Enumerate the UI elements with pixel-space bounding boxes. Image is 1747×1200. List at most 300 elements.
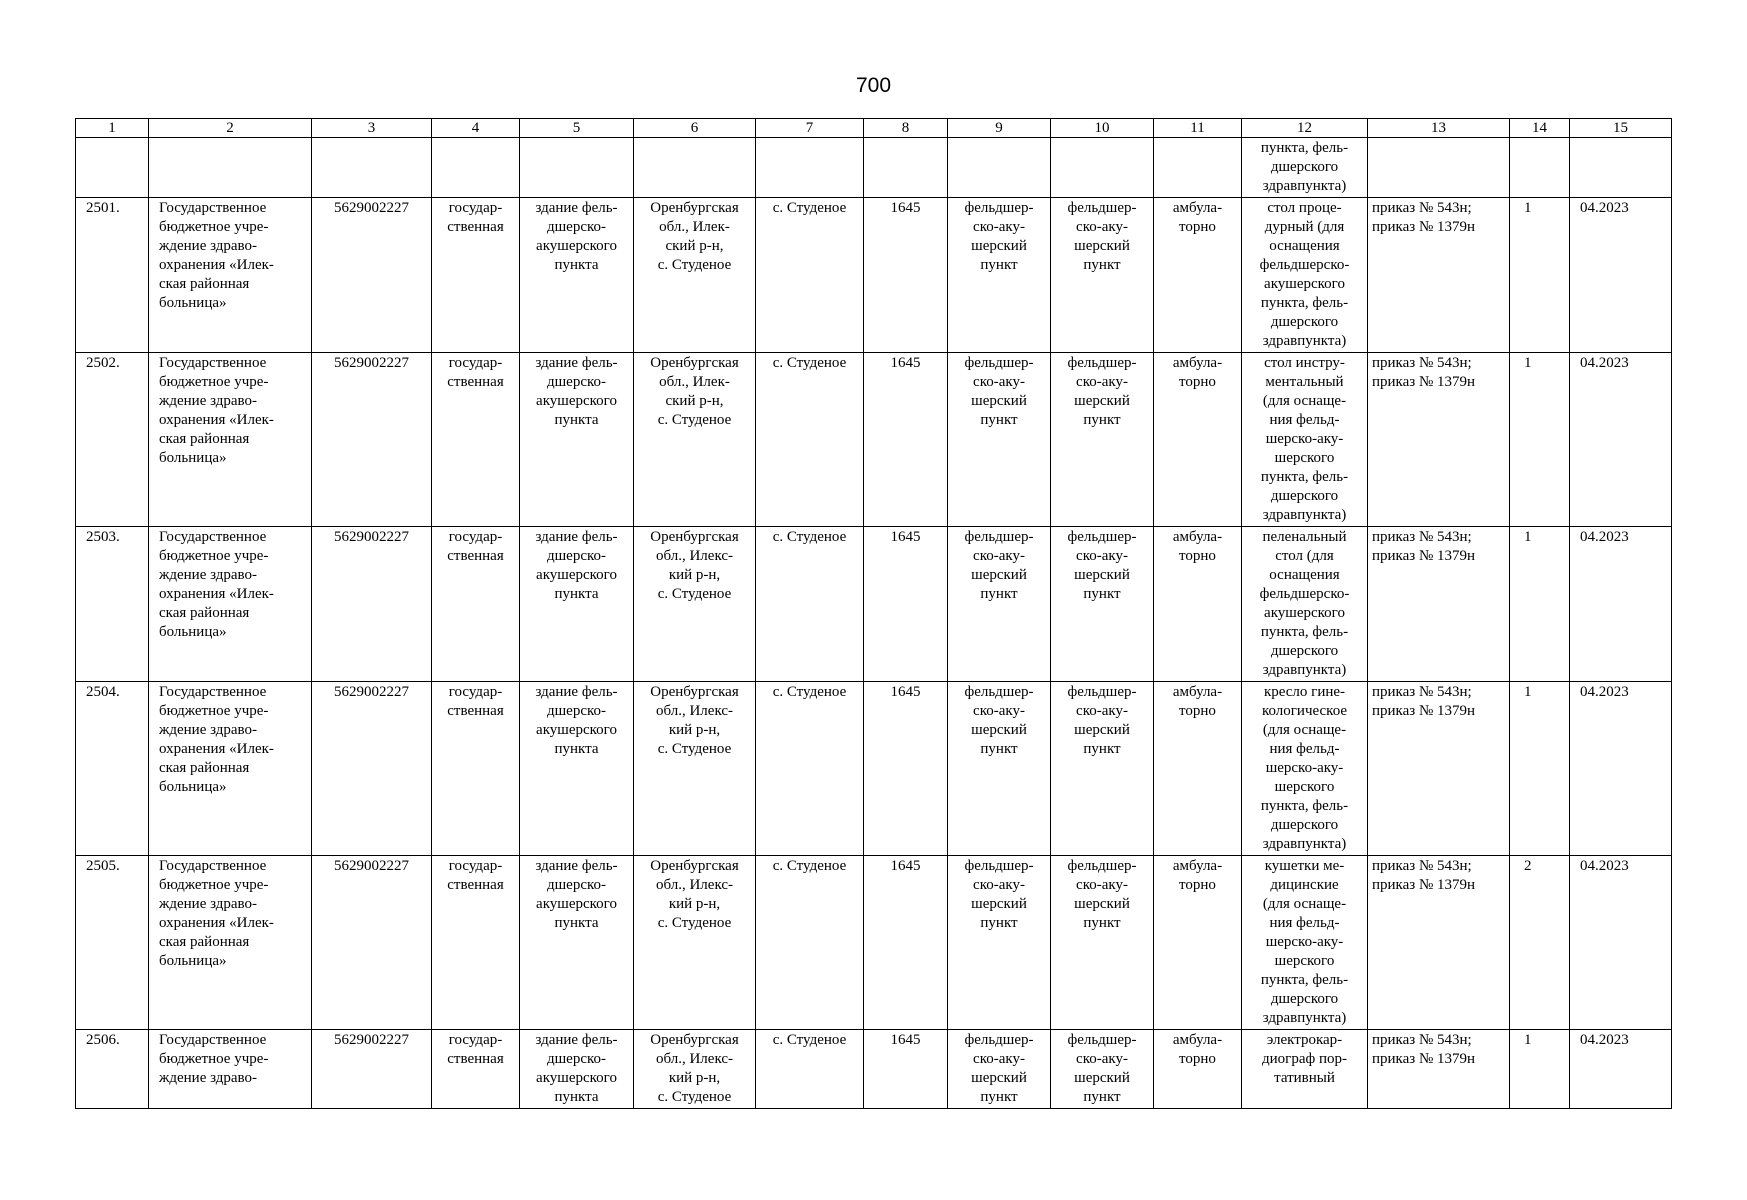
text-line: шерский xyxy=(1074,393,1130,409)
address-cell xyxy=(634,682,756,856)
text-line: фельдшер- xyxy=(964,200,1034,216)
text-line: торно xyxy=(1179,1051,1216,1067)
column-number: 15 xyxy=(1570,119,1672,138)
text-line: бюджетное учре- xyxy=(159,219,269,235)
text-line: кресло гине- xyxy=(1263,684,1346,700)
text-line: приказ № 1379н xyxy=(1372,877,1476,893)
facility-type-cell xyxy=(948,856,1051,1030)
column-number: 14 xyxy=(1510,119,1570,138)
inn-cell: 5629002227 xyxy=(312,527,432,682)
column-number: 6 xyxy=(634,119,756,138)
text-line: фельдшер- xyxy=(1067,529,1137,545)
text-line: больница» xyxy=(159,450,227,466)
column-number: 7 xyxy=(756,119,864,138)
text-line: пункта xyxy=(554,915,599,931)
text-line: здание фель- xyxy=(535,529,618,545)
text-line: пункта, фель- xyxy=(1260,295,1349,311)
quantity-cell: 2 xyxy=(1510,856,1570,1030)
population-cell: 1645 xyxy=(864,198,948,353)
text-line: дшерского xyxy=(1270,159,1339,175)
text-line: торно xyxy=(1179,548,1216,564)
text-line: (для оснаще- xyxy=(1262,393,1347,409)
text-line: фельдшер- xyxy=(964,1032,1034,1048)
text-line: приказ № 1379н xyxy=(1372,703,1476,719)
text-line: Государственное xyxy=(159,684,267,700)
care-form-cell xyxy=(1154,527,1242,682)
column-number: 5 xyxy=(520,119,634,138)
text-line: ственная xyxy=(447,703,504,719)
care-form-cell xyxy=(1154,1030,1242,1109)
ownership-cell xyxy=(432,856,520,1030)
text-line: здравпункта) xyxy=(1262,662,1347,678)
text-line: кушетки ме- xyxy=(1264,858,1345,874)
text-line: дшерского xyxy=(1270,991,1339,1007)
table-cell xyxy=(634,138,756,198)
text-line: ская районная xyxy=(159,934,250,950)
quantity-cell: 1 xyxy=(1510,1030,1570,1109)
ownership-cell xyxy=(432,527,520,682)
facility-type-cell xyxy=(948,353,1051,527)
table-cell xyxy=(1510,138,1570,198)
legal-basis-cell xyxy=(1368,527,1510,682)
page-number: 700 xyxy=(855,74,892,97)
text-line: здравпункта) xyxy=(1262,178,1347,194)
care-form-cell xyxy=(1154,682,1242,856)
equipment-cell xyxy=(1242,198,1368,353)
organization-cell xyxy=(149,353,312,527)
inn-cell: 5629002227 xyxy=(312,682,432,856)
text-line: ская районная xyxy=(159,431,250,447)
population-cell: 1645 xyxy=(864,682,948,856)
legal-basis-cell xyxy=(1368,1030,1510,1109)
text-line: амбула- xyxy=(1172,200,1223,216)
table-row xyxy=(76,682,1672,856)
row-number-cell: 2504. xyxy=(76,682,149,856)
text-line: шерско-аку- xyxy=(1265,431,1344,447)
facility-subtype-cell xyxy=(1051,198,1154,353)
text-line: приказ № 1379н xyxy=(1372,1051,1476,1067)
table-cell xyxy=(864,138,948,198)
text-line: шерско-аку- xyxy=(1265,760,1344,776)
text-line: Оренбургская xyxy=(650,200,739,216)
locality-cell: с. Студеное xyxy=(756,856,864,1030)
table-cell xyxy=(1368,138,1510,198)
text-line: ния фельд- xyxy=(1269,741,1340,757)
ownership-cell xyxy=(432,353,520,527)
text-line: здравпункта) xyxy=(1262,1010,1347,1026)
text-line: приказ № 1379н xyxy=(1372,548,1476,564)
text-line: больница» xyxy=(159,779,227,795)
text-line: пункт xyxy=(1083,741,1121,757)
text-line: обл., Илек- xyxy=(659,374,730,390)
column-number: 1 xyxy=(76,119,149,138)
legal-basis-cell xyxy=(1368,682,1510,856)
text-line: приказ № 543н; xyxy=(1372,355,1472,371)
text-line: ско-аку- xyxy=(1076,703,1128,719)
table-cell xyxy=(948,138,1051,198)
text-line: пункт xyxy=(980,741,1018,757)
column-number: 2 xyxy=(149,119,312,138)
text-line: фельдшерско- xyxy=(1259,586,1350,602)
text-line: здравпункта) xyxy=(1262,507,1347,523)
locality-cell: с. Студеное xyxy=(756,527,864,682)
building-cell xyxy=(520,198,634,353)
text-line: ско-аку- xyxy=(973,219,1025,235)
facility-subtype-cell xyxy=(1051,527,1154,682)
equipment-cell xyxy=(1242,856,1368,1030)
text-line: обл., Илек- xyxy=(659,219,730,235)
text-line: государ- xyxy=(448,200,503,216)
quantity-cell: 1 xyxy=(1510,682,1570,856)
text-line: государ- xyxy=(448,529,503,545)
text-line: шерского xyxy=(1274,953,1335,969)
text-line: дицинские xyxy=(1270,877,1339,893)
text-line: приказ № 543н; xyxy=(1372,684,1472,700)
column-number-row xyxy=(76,119,1672,138)
table-row xyxy=(76,1030,1672,1109)
text-line: ская районная xyxy=(159,605,250,621)
text-line: с. Студеное xyxy=(657,257,732,273)
text-line: ственная xyxy=(447,1051,504,1067)
text-line: государ- xyxy=(448,355,503,371)
text-line: ско-аку- xyxy=(973,877,1025,893)
text-line: ментальный xyxy=(1265,374,1344,390)
text-line: охранения «Илек- xyxy=(159,412,274,428)
text-line: пункт xyxy=(980,412,1018,428)
text-line: обл., Илекс- xyxy=(655,703,734,719)
organization-cell xyxy=(149,198,312,353)
text-line: Оренбургская xyxy=(650,355,739,371)
text-line: ждение здраво- xyxy=(159,722,258,738)
table-row xyxy=(76,353,1672,527)
ownership-cell xyxy=(432,682,520,856)
table-row xyxy=(76,198,1672,353)
facility-type-cell xyxy=(948,1030,1051,1109)
text-line: ско-аку- xyxy=(973,374,1025,390)
column-number: 8 xyxy=(864,119,948,138)
text-line: шерский xyxy=(1074,567,1130,583)
text-line: торно xyxy=(1179,877,1216,893)
address-cell xyxy=(634,527,756,682)
text-line: бюджетное учре- xyxy=(159,877,269,893)
text-line: стол проце- xyxy=(1267,200,1342,216)
text-line: шерский xyxy=(971,1070,1027,1086)
table-cell xyxy=(1570,138,1672,198)
text-line: кологическое xyxy=(1261,703,1348,719)
quantity-cell: 1 xyxy=(1510,527,1570,682)
inn-cell: 5629002227 xyxy=(312,198,432,353)
legal-basis-cell xyxy=(1368,198,1510,353)
text-line: ский р-н, xyxy=(665,238,724,254)
population-cell: 1645 xyxy=(864,1030,948,1109)
text-line: здание фель- xyxy=(535,1032,618,1048)
text-line: больница» xyxy=(159,295,227,311)
equipment-cell xyxy=(1242,682,1368,856)
table-cell xyxy=(756,138,864,198)
date-cell: 04.2023 xyxy=(1570,527,1672,682)
column-number: 4 xyxy=(432,119,520,138)
row-number-cell: 2502. xyxy=(76,353,149,527)
text-line: дшерского xyxy=(1270,488,1339,504)
table-cell xyxy=(432,138,520,198)
text-line: пункта, фель- xyxy=(1260,972,1349,988)
row-number-cell: 2505. xyxy=(76,856,149,1030)
text-line: стол (для xyxy=(1275,548,1334,564)
text-line: ская районная xyxy=(159,276,250,292)
care-form-cell xyxy=(1154,856,1242,1030)
organization-cell xyxy=(149,1030,312,1109)
text-line: фельдшер- xyxy=(964,858,1034,874)
text-line: здание фель- xyxy=(535,355,618,371)
text-line: торно xyxy=(1179,219,1216,235)
text-line: ждение здраво- xyxy=(159,238,258,254)
text-line: пункт xyxy=(1083,586,1121,602)
text-line: государ- xyxy=(448,1032,503,1048)
ownership-cell xyxy=(432,198,520,353)
text-line: Государственное xyxy=(159,355,267,371)
building-cell xyxy=(520,856,634,1030)
text-line: шерский xyxy=(971,896,1027,912)
text-line: бюджетное учре- xyxy=(159,548,269,564)
text-line: пункта xyxy=(554,586,599,602)
text-line: дшерско- xyxy=(546,374,607,390)
quantity-cell: 1 xyxy=(1510,198,1570,353)
population-cell: 1645 xyxy=(864,856,948,1030)
text-line: обл., Илекс- xyxy=(655,548,734,564)
text-line: ско-аку- xyxy=(1076,374,1128,390)
text-line: здравпункта) xyxy=(1262,836,1347,852)
text-line: фельдшерско- xyxy=(1259,257,1350,273)
text-line: дшерско- xyxy=(546,548,607,564)
text-line: с. Студеное xyxy=(657,741,732,757)
column-number: 12 xyxy=(1242,119,1368,138)
text-line: фельдшер- xyxy=(1067,1032,1137,1048)
text-line: Оренбургская xyxy=(650,684,739,700)
text-line: шерский xyxy=(1074,238,1130,254)
table-row xyxy=(76,856,1672,1030)
text-line: торно xyxy=(1179,374,1216,390)
building-cell xyxy=(520,682,634,856)
text-line: дшерского xyxy=(1270,817,1339,833)
text-line: диограф пор- xyxy=(1262,1051,1347,1067)
text-line: обл., Илекс- xyxy=(655,1051,734,1067)
table-row xyxy=(76,527,1672,682)
text-line: тативный xyxy=(1274,1070,1335,1086)
equipment-cell xyxy=(1242,353,1368,527)
text-line: ская районная xyxy=(159,760,250,776)
ownership-cell xyxy=(432,1030,520,1109)
text-line: пеленальный xyxy=(1262,529,1347,545)
text-line: бюджетное учре- xyxy=(159,374,269,390)
continuation-row xyxy=(76,138,1672,198)
equipment-cell xyxy=(1242,1030,1368,1109)
text-line: кий р-н, xyxy=(668,1070,721,1086)
address-cell xyxy=(634,856,756,1030)
table-cell xyxy=(1051,138,1154,198)
organization-cell xyxy=(149,856,312,1030)
locality-cell: с. Студеное xyxy=(756,1030,864,1109)
organization-cell xyxy=(149,682,312,856)
text-line: Государственное xyxy=(159,858,267,874)
text-line: пункта xyxy=(554,741,599,757)
text-line: Государственное xyxy=(159,200,267,216)
text-line: акушерского xyxy=(1264,605,1345,621)
text-line: ждение здраво- xyxy=(159,896,258,912)
text-line: ния фельд- xyxy=(1269,412,1340,428)
facility-type-cell xyxy=(948,682,1051,856)
text-line: пункт xyxy=(1083,412,1121,428)
text-line: пункта, фель- xyxy=(1260,140,1349,156)
date-cell: 04.2023 xyxy=(1570,198,1672,353)
text-line: фельдшер- xyxy=(964,355,1034,371)
row-number-cell: 2506. xyxy=(76,1030,149,1109)
text-line: ско-аку- xyxy=(973,548,1025,564)
text-line: ско-аку- xyxy=(973,703,1025,719)
text-line: приказ № 543н; xyxy=(1372,1032,1472,1048)
text-line: пункта, фель- xyxy=(1260,798,1349,814)
text-line: пункт xyxy=(1083,1089,1121,1105)
text-line: ния фельд- xyxy=(1269,915,1340,931)
text-line: электрокар- xyxy=(1266,1032,1343,1048)
text-line: бюджетное учре- xyxy=(159,1051,269,1067)
text-line: стол инстру- xyxy=(1264,355,1345,371)
text-line: приказ № 543н; xyxy=(1372,858,1472,874)
text-line: здание фель- xyxy=(535,684,618,700)
text-line: ждение здраво- xyxy=(159,1070,258,1086)
text-line: пункт xyxy=(980,586,1018,602)
text-line: фельдшер- xyxy=(1067,858,1137,874)
text-line: здание фель- xyxy=(535,858,618,874)
text-line: фельдшер- xyxy=(1067,200,1137,216)
date-cell: 04.2023 xyxy=(1570,353,1672,527)
text-line: ственная xyxy=(447,548,504,564)
text-line: амбула- xyxy=(1172,355,1223,371)
text-line: Оренбургская xyxy=(650,1032,739,1048)
text-line: дшерско- xyxy=(546,219,607,235)
inn-cell: 5629002227 xyxy=(312,1030,432,1109)
text-line: больница» xyxy=(159,624,227,640)
text-line: пункта, фель- xyxy=(1260,624,1349,640)
building-cell xyxy=(520,1030,634,1109)
text-line: ско-аку- xyxy=(1076,1051,1128,1067)
address-cell xyxy=(634,353,756,527)
text-line: шерский xyxy=(1074,896,1130,912)
text-line: пункт xyxy=(1083,915,1121,931)
text-line: акушерского xyxy=(1264,276,1345,292)
text-line: шерский xyxy=(971,393,1027,409)
text-line: дшерско- xyxy=(546,703,607,719)
text-line: бюджетное учре- xyxy=(159,703,269,719)
text-line: акушерского xyxy=(536,393,617,409)
care-form-cell xyxy=(1154,353,1242,527)
text-line: фельдшер- xyxy=(1067,684,1137,700)
text-line: охранения «Илек- xyxy=(159,741,274,757)
text-line: охранения «Илек- xyxy=(159,915,274,931)
text-line: акушерского xyxy=(536,567,617,583)
legal-basis-cell xyxy=(1368,856,1510,1030)
row-number-cell: 2503. xyxy=(76,527,149,682)
table-cell xyxy=(520,138,634,198)
text-line: дшерского xyxy=(1270,643,1339,659)
text-line: амбула- xyxy=(1172,858,1223,874)
text-line: амбула- xyxy=(1172,684,1223,700)
column-number: 9 xyxy=(948,119,1051,138)
equipment-registry-table xyxy=(75,118,1672,1109)
column-number: 13 xyxy=(1368,119,1510,138)
text-line: приказ № 1379н xyxy=(1372,219,1476,235)
facility-subtype-cell xyxy=(1051,1030,1154,1109)
text-line: ский р-н, xyxy=(665,393,724,409)
text-line: кий р-н, xyxy=(668,567,721,583)
table-cell xyxy=(1154,138,1242,198)
text-line: дшерского xyxy=(1270,314,1339,330)
text-line: пункта xyxy=(554,257,599,273)
text-line: дшерско- xyxy=(546,877,607,893)
organization-cell xyxy=(149,527,312,682)
text-line: охранения «Илек- xyxy=(159,257,274,273)
text-line: ско-аку- xyxy=(973,1051,1025,1067)
text-line: пункт xyxy=(980,1089,1018,1105)
text-line: кий р-н, xyxy=(668,896,721,912)
text-line: государ- xyxy=(448,858,503,874)
date-cell: 04.2023 xyxy=(1570,1030,1672,1109)
column-number: 10 xyxy=(1051,119,1154,138)
column-number: 3 xyxy=(312,119,432,138)
text-line: акушерского xyxy=(536,238,617,254)
text-line: ско-аку- xyxy=(1076,877,1128,893)
text-line: пункт xyxy=(980,915,1018,931)
text-line: акушерского xyxy=(536,896,617,912)
facility-subtype-cell xyxy=(1051,682,1154,856)
text-line: ждение здраво- xyxy=(159,393,258,409)
equipment-cell xyxy=(1242,527,1368,682)
text-line: кий р-н, xyxy=(668,722,721,738)
text-line: с. Студеное xyxy=(657,586,732,602)
text-line: Оренбургская xyxy=(650,529,739,545)
text-line: ственная xyxy=(447,374,504,390)
locality-cell: с. Студеное xyxy=(756,353,864,527)
text-line: приказ № 1379н xyxy=(1372,374,1476,390)
inn-cell: 5629002227 xyxy=(312,856,432,1030)
text-line: государ- xyxy=(448,684,503,700)
text-line: здравпункта) xyxy=(1262,333,1347,349)
text-line: Государственное xyxy=(159,529,267,545)
table-cell xyxy=(149,138,312,198)
text-line: акушерского xyxy=(536,722,617,738)
text-line: с. Студеное xyxy=(657,412,732,428)
legal-basis-cell xyxy=(1368,353,1510,527)
locality-cell: с. Студеное xyxy=(756,682,864,856)
address-cell xyxy=(634,198,756,353)
text-line: пункт xyxy=(1083,257,1121,273)
text-line: шерский xyxy=(971,722,1027,738)
facility-subtype-cell xyxy=(1051,353,1154,527)
population-cell: 1645 xyxy=(864,353,948,527)
text-line: с. Студеное xyxy=(657,915,732,931)
date-cell: 04.2023 xyxy=(1570,856,1672,1030)
inn-cell: 5629002227 xyxy=(312,353,432,527)
building-cell xyxy=(520,527,634,682)
text-line: (для оснаще- xyxy=(1262,722,1347,738)
care-form-cell xyxy=(1154,198,1242,353)
facility-type-cell xyxy=(948,527,1051,682)
text-line: ственная xyxy=(447,219,504,235)
text-line: приказ № 543н; xyxy=(1372,200,1472,216)
text-line: амбула- xyxy=(1172,529,1223,545)
text-line: акушерского xyxy=(536,1070,617,1086)
facility-type-cell xyxy=(948,198,1051,353)
text-line: оснащения xyxy=(1269,567,1340,583)
